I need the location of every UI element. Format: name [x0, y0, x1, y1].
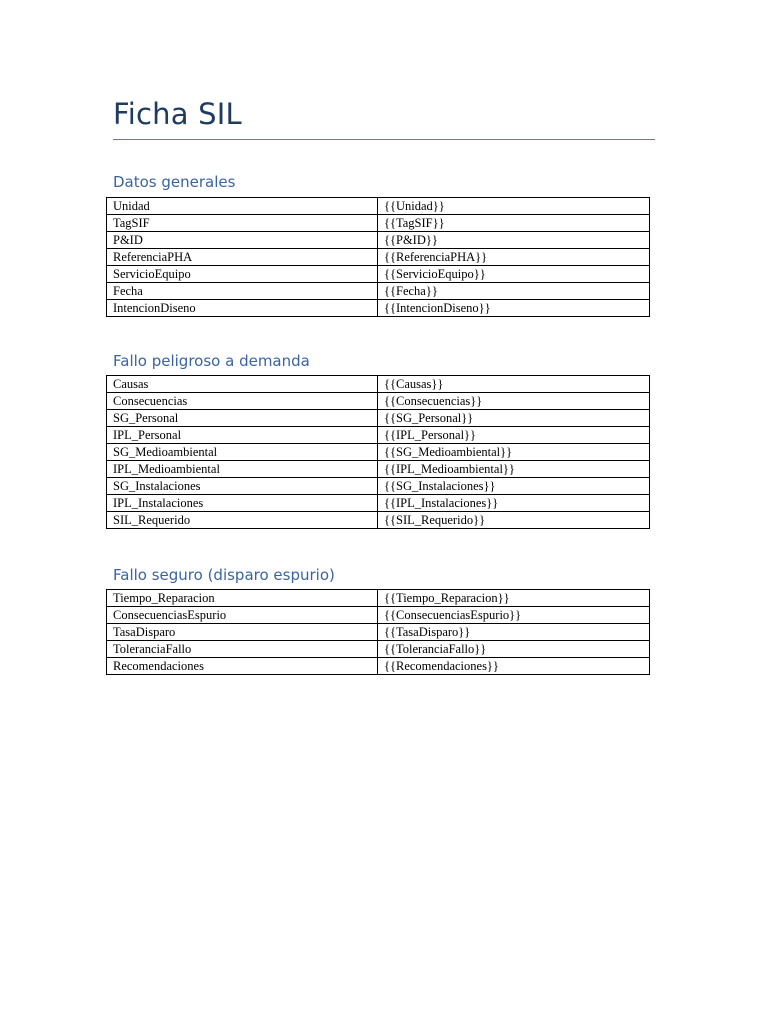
section-heading-datos-generales: Datos generales — [113, 173, 236, 191]
field-value-cell: {{IPL_Medioambiental}} — [378, 461, 650, 478]
table-row — [107, 658, 650, 675]
field-name-cell: ReferenciaPHA — [107, 249, 378, 266]
field-name-cell: TasaDisparo — [107, 624, 378, 641]
table-row — [107, 427, 650, 444]
field-name-cell: IntencionDiseno — [107, 300, 378, 317]
field-name-cell: SG_Personal — [107, 410, 378, 427]
field-value-cell: {{Consecuencias}} — [378, 393, 650, 410]
table-row — [107, 641, 650, 658]
page-title: Ficha SIL — [113, 97, 242, 131]
table-datos-generales — [106, 197, 650, 317]
field-value-cell: {{TasaDisparo}} — [378, 624, 650, 641]
table-row — [107, 215, 650, 232]
table-row — [107, 444, 650, 461]
field-name-cell: IPL_Medioambiental — [107, 461, 378, 478]
field-name-cell: TagSIF — [107, 215, 378, 232]
field-name-cell: Tiempo_Reparacion — [107, 590, 378, 607]
table-row — [107, 198, 650, 215]
field-name-cell: ConsecuenciasEspurio — [107, 607, 378, 624]
field-name-cell: SG_Medioambiental — [107, 444, 378, 461]
field-value-cell: {{Tiempo_Reparacion}} — [378, 590, 650, 607]
table-row — [107, 512, 650, 529]
table-row — [107, 624, 650, 641]
table-row — [107, 249, 650, 266]
title-underline-rule — [113, 139, 655, 140]
field-value-cell: {{IPL_Personal}} — [378, 427, 650, 444]
field-value-cell: {{IPL_Instalaciones}} — [378, 495, 650, 512]
field-name-cell: Recomendaciones — [107, 658, 378, 675]
table-fallo-seguro — [106, 589, 650, 675]
field-value-cell: {{Recomendaciones}} — [378, 658, 650, 675]
section-heading-fallo-seguro: Fallo seguro (disparo espurio) — [113, 566, 335, 584]
field-value-cell: {{IntencionDiseno}} — [378, 300, 650, 317]
field-value-cell: {{Unidad}} — [378, 198, 650, 215]
table-row — [107, 607, 650, 624]
section-heading-fallo-peligroso: Fallo peligroso a demanda — [113, 352, 310, 370]
field-value-cell: {{SG_Personal}} — [378, 410, 650, 427]
field-value-cell: {{SG_Instalaciones}} — [378, 478, 650, 495]
field-name-cell: SIL_Requerido — [107, 512, 378, 529]
table-row — [107, 478, 650, 495]
table-fallo-peligroso — [106, 375, 650, 529]
field-name-cell: P&ID — [107, 232, 378, 249]
table-row — [107, 300, 650, 317]
field-value-cell: {{SG_Medioambiental}} — [378, 444, 650, 461]
field-name-cell: ToleranciaFallo — [107, 641, 378, 658]
table-row — [107, 410, 650, 427]
table-row — [107, 393, 650, 410]
field-value-cell: {{Causas}} — [378, 376, 650, 393]
table-row — [107, 590, 650, 607]
table-row — [107, 461, 650, 478]
table-row — [107, 283, 650, 300]
field-value-cell: {{ToleranciaFallo}} — [378, 641, 650, 658]
field-value-cell: {{ConsecuenciasEspurio}} — [378, 607, 650, 624]
field-value-cell: {{TagSIF}} — [378, 215, 650, 232]
field-name-cell: Unidad — [107, 198, 378, 215]
field-value-cell: {{ReferenciaPHA}} — [378, 249, 650, 266]
field-value-cell: {{Fecha}} — [378, 283, 650, 300]
field-name-cell: Causas — [107, 376, 378, 393]
field-name-cell: Fecha — [107, 283, 378, 300]
field-name-cell: ServicioEquipo — [107, 266, 378, 283]
field-name-cell: IPL_Instalaciones — [107, 495, 378, 512]
field-value-cell: {{ServicioEquipo}} — [378, 266, 650, 283]
field-name-cell: SG_Instalaciones — [107, 478, 378, 495]
table-row — [107, 232, 650, 249]
table-row — [107, 376, 650, 393]
field-name-cell: IPL_Personal — [107, 427, 378, 444]
table-row — [107, 266, 650, 283]
field-name-cell: Consecuencias — [107, 393, 378, 410]
field-value-cell: {{SIL_Requerido}} — [378, 512, 650, 529]
table-row — [107, 495, 650, 512]
field-value-cell: {{P&ID}} — [378, 232, 650, 249]
